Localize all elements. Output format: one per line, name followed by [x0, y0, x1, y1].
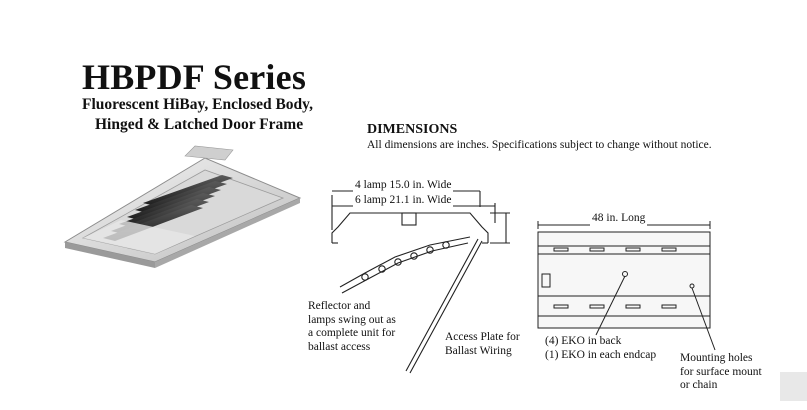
reflector-note-line-3: a complete unit for	[308, 327, 396, 339]
width-4-lamp-label: 4 lamp 15.0 in. Wide	[355, 179, 452, 191]
eko-note	[545, 335, 656, 362]
reflector-note-line-2: lamps swing out as	[308, 313, 396, 326]
mounting-note-line-3: or chain	[680, 379, 718, 391]
eko-note-line-2: (1) EKO in each endcap	[545, 348, 657, 361]
mounting-note-line-1: Mounting holes	[680, 352, 753, 364]
access-plate-line-2: Ballast Wiring	[445, 344, 512, 357]
page-title: HBPDF Series	[82, 57, 307, 97]
reflector-note-line-1: Reflector and	[308, 300, 371, 312]
access-plate-note	[445, 331, 520, 358]
width-6-lamp-label: 6 lamp 21.1 in. Wide	[355, 194, 452, 206]
corner-block	[780, 372, 807, 401]
access-plate-line-1: Access Plate for	[445, 331, 520, 343]
dimensions-note: All dimensions are inches. Specifications subject to change without notice.	[367, 139, 712, 151]
subtitle-line-2: Hinged & Latched Door Frame	[95, 116, 304, 133]
reflector-note-line-4: ballast access	[308, 340, 371, 353]
length-label: 48 in. Long	[592, 212, 646, 224]
mounting-note	[680, 352, 762, 393]
eko-note-line-1: (4) EKO in back	[545, 335, 622, 347]
dimensions-heading: DIMENSIONS	[367, 122, 458, 137]
mounting-note-line-2: for surface mount	[680, 365, 762, 378]
fixture-photo	[55, 140, 305, 280]
reflector-note	[308, 300, 396, 354]
subtitle-line-1: Fluorescent HiBay, Enclosed Body,	[82, 96, 313, 113]
